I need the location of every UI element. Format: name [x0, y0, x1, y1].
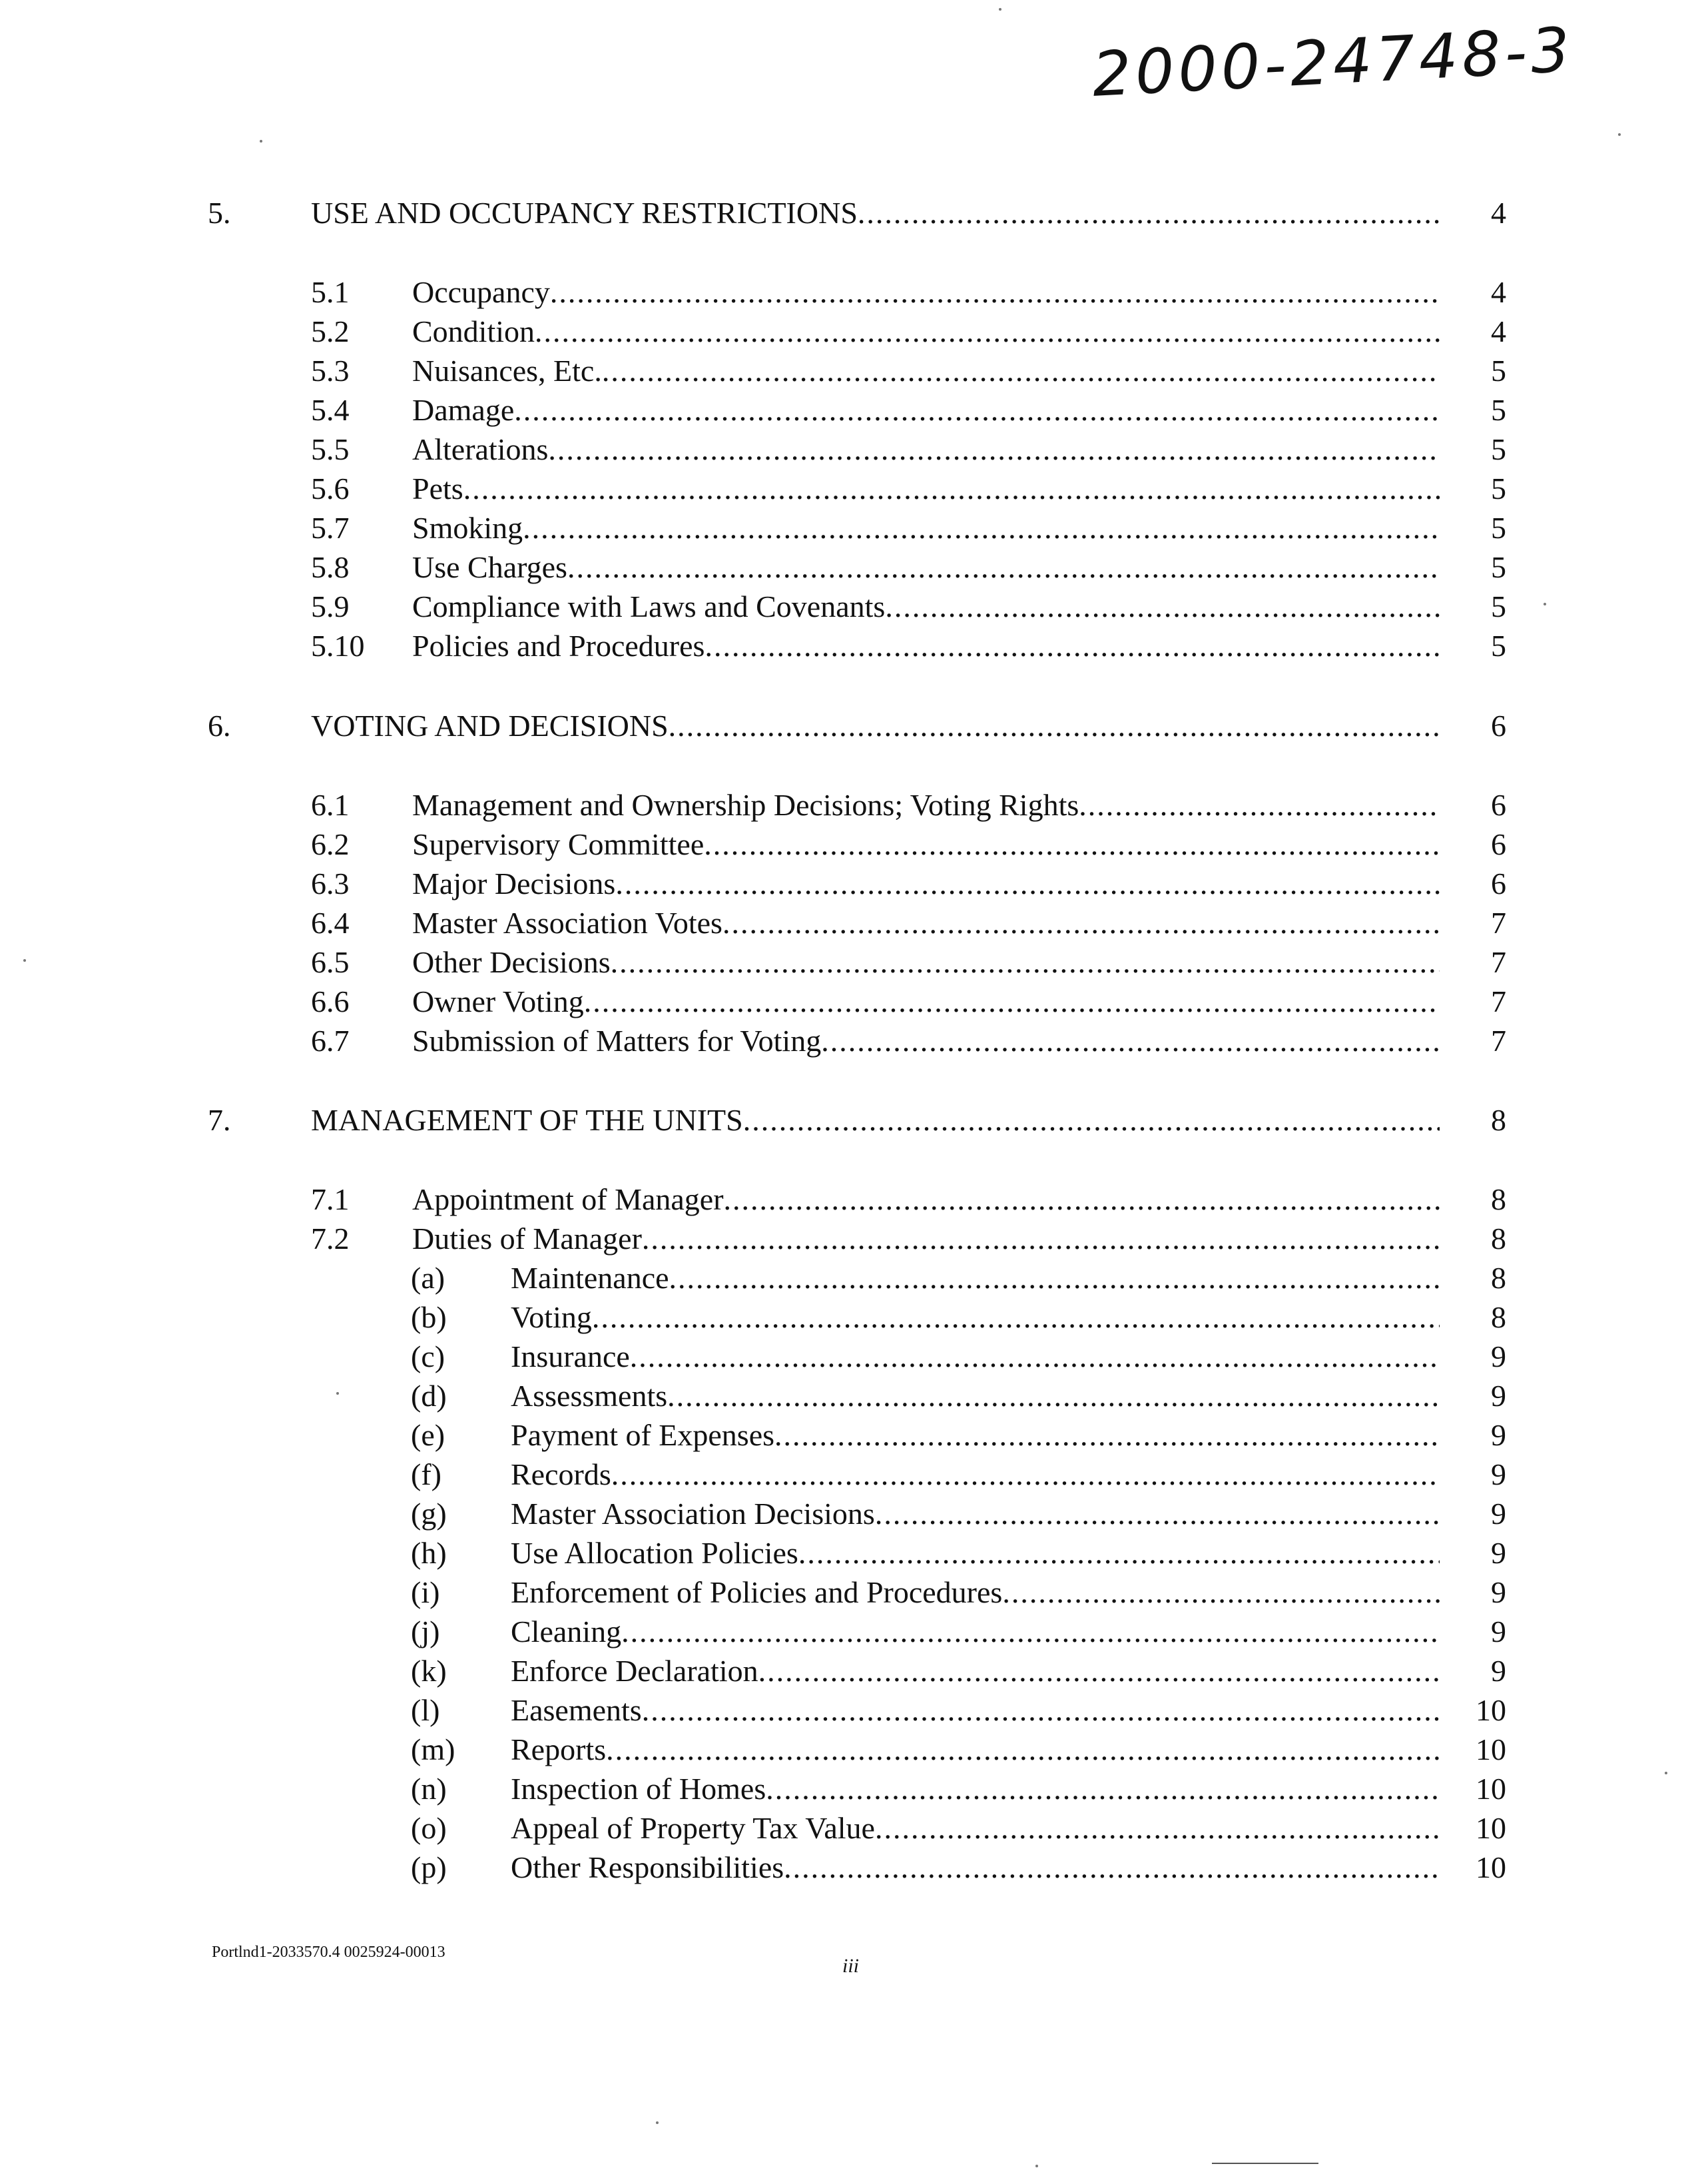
toc-section-title: USE AND OCCUPANCY RESTRICTIONS .....	[311, 193, 1440, 233]
toc-item-title: Master Association Votes .....	[412, 903, 1440, 943]
toc-subitem-title: Inspection of Homes .....	[511, 1769, 1440, 1809]
toc-subitem-title: Voting .....	[511, 1297, 1440, 1337]
toc-subitem-title: Enforcement of Policies and Procedures .....	[511, 1573, 1440, 1613]
toc-item-number: 5.10	[311, 629, 365, 663]
toc-item-5-4	[311, 390, 1506, 430]
toc-item-5-1	[311, 272, 1506, 312]
toc-page-number: 7	[1491, 906, 1506, 940]
toc-item-number: 6.2	[311, 827, 350, 861]
toc-subitem-k	[411, 1651, 1506, 1691]
toc-item-5-8	[311, 547, 1506, 587]
toc-page-number: 8	[1491, 1103, 1506, 1137]
toc-item-number: 7.2	[311, 1222, 350, 1256]
toc-subitem-title: Maintenance .....	[511, 1258, 1440, 1298]
toc-section-number: 6.	[208, 709, 231, 743]
toc-subitem-title: Appeal of Property Tax Value .....	[511, 1808, 1440, 1848]
footer-page-number: iii	[842, 1955, 860, 1977]
toc-item-number: 6.5	[311, 945, 350, 979]
toc-subitem-letter: (c)	[411, 1339, 445, 1373]
toc-item-6-2	[311, 825, 1506, 865]
toc-page-number: 9	[1491, 1615, 1506, 1648]
toc-item-number: 6.4	[311, 906, 350, 940]
toc-item-title: Nuisances, Etc. .....	[412, 351, 1440, 391]
toc-item-number: 5.1	[311, 275, 350, 309]
toc-page-number: 10	[1476, 1732, 1506, 1766]
scan-line-artifact	[1212, 2163, 1318, 2164]
scan-speck	[999, 8, 1001, 11]
toc-item-title: Pets .....	[412, 469, 1440, 509]
toc-subitem-g	[411, 1494, 1506, 1534]
toc-item-title: Owner Voting .....	[412, 982, 1440, 1022]
toc-subitem-title: Cleaning .....	[511, 1612, 1440, 1652]
scan-speck	[1544, 603, 1546, 605]
toc-page-number: 8	[1491, 1182, 1506, 1216]
toc-item-5-7	[311, 508, 1506, 548]
toc-subitem-n	[411, 1769, 1506, 1809]
toc-item-title: Use Charges .....	[412, 547, 1440, 587]
toc-subitem-d	[411, 1376, 1506, 1416]
scan-speck	[336, 1392, 339, 1395]
toc-page-number: 5	[1491, 393, 1506, 427]
toc-subitem-title: Records .....	[511, 1455, 1440, 1495]
toc-item-6-4	[311, 903, 1506, 943]
toc-subitem-title: Easements .....	[511, 1690, 1440, 1730]
toc-item-title: Submission of Matters for Voting .....	[412, 1021, 1440, 1061]
toc-subitem-letter: (b)	[411, 1300, 447, 1334]
toc-page-number: 7	[1491, 1024, 1506, 1058]
toc-subitem-letter: (m)	[411, 1732, 455, 1766]
toc-item-title: Supervisory Committee .....	[412, 825, 1440, 865]
toc-item-6-7	[311, 1021, 1506, 1061]
toc-page-number: 5	[1491, 629, 1506, 663]
toc-subitem-title: Assessments .....	[511, 1376, 1440, 1416]
toc-subitem-i	[411, 1573, 1506, 1613]
toc-item-number: 5.8	[311, 550, 350, 584]
toc-page-number: 9	[1491, 1339, 1506, 1373]
toc-subitem-letter: (i)	[411, 1575, 440, 1609]
toc-subitem-m	[411, 1730, 1506, 1770]
toc-item-title: Management and Ownership Decisions; Voting Rights .....	[412, 785, 1440, 825]
scan-speck	[260, 140, 262, 143]
toc-page-number: 6	[1491, 788, 1506, 822]
toc-item-number: 5.3	[311, 354, 350, 388]
toc-item-number: 6.7	[311, 1024, 350, 1058]
toc-section-title: VOTING AND DECISIONS .....	[311, 706, 1440, 746]
toc-item-7-1	[311, 1180, 1506, 1220]
toc-item-6-3	[311, 864, 1506, 904]
toc-item-number: 6.6	[311, 984, 350, 1018]
toc-subitem-j	[411, 1612, 1506, 1652]
toc-item-title: Appointment of Manager .....	[412, 1180, 1440, 1220]
toc-page-number: 5	[1491, 432, 1506, 466]
toc-page-number: 4	[1491, 196, 1506, 230]
toc-item-number: 7.1	[311, 1182, 350, 1216]
toc-subitem-letter: (a)	[411, 1261, 445, 1295]
toc-page-number: 9	[1491, 1654, 1506, 1688]
toc-page-number: 6	[1491, 867, 1506, 901]
toc-subitem-c	[411, 1337, 1506, 1377]
toc-subitem-title: Enforce Declaration .....	[511, 1651, 1440, 1691]
toc-item-5-5	[311, 430, 1506, 470]
toc-subitem-p	[411, 1848, 1506, 1888]
toc-item-title: Damage .....	[412, 390, 1440, 430]
toc-page-number: 10	[1476, 1772, 1506, 1806]
toc-subitem-letter: (k)	[411, 1654, 447, 1688]
toc-subitem-title: Use Allocation Policies .....	[511, 1533, 1440, 1573]
toc-item-5-2	[311, 312, 1506, 352]
toc-subitem-letter: (l)	[411, 1693, 440, 1727]
toc-item-number: 5.5	[311, 432, 350, 466]
toc-page-number: 5	[1491, 550, 1506, 584]
toc-item-number: 5.2	[311, 314, 350, 348]
footer-document-id: Portlnd1-2033570.4 0025924-00013	[212, 1944, 445, 1961]
toc-page-number: 9	[1491, 1497, 1506, 1531]
toc-item-number: 5.9	[311, 589, 350, 623]
toc-subitem-title: Other Responsibilities .....	[511, 1848, 1440, 1888]
toc-item-5-10	[311, 626, 1506, 666]
toc-section-6	[208, 706, 1506, 746]
toc-page-number: 4	[1491, 275, 1506, 309]
toc-page-number: 8	[1491, 1261, 1506, 1295]
toc-page-number: 9	[1491, 1457, 1506, 1491]
toc-subitem-o	[411, 1808, 1506, 1848]
toc-item-6-1	[311, 785, 1506, 825]
toc-subitem-h	[411, 1533, 1506, 1573]
scan-speck	[23, 959, 26, 962]
toc-page-number: 10	[1476, 1850, 1506, 1884]
handwritten-file-number: 2000-24748-3	[1090, 14, 1576, 111]
toc-item-number: 6.3	[311, 867, 350, 901]
scan-speck	[1665, 1772, 1667, 1774]
toc-item-title: Condition .....	[412, 312, 1440, 352]
toc-page-number: 5	[1491, 354, 1506, 388]
toc-subitem-letter: (g)	[411, 1497, 447, 1531]
toc-page-number: 9	[1491, 1379, 1506, 1413]
toc-page-number: 10	[1476, 1693, 1506, 1727]
toc-subitem-title: Master Association Decisions .....	[511, 1494, 1440, 1534]
toc-item-6-6	[311, 982, 1506, 1022]
toc-item-title: Compliance with Laws and Covenants .....	[412, 587, 1440, 627]
toc-page-number: 6	[1491, 709, 1506, 743]
toc-page-number: 10	[1476, 1811, 1506, 1845]
toc-item-title: Duties of Manager .....	[412, 1219, 1440, 1259]
toc-item-number: 5.4	[311, 393, 350, 427]
scan-speck	[656, 2121, 659, 2124]
toc-subitem-letter: (n)	[411, 1772, 447, 1806]
scan-speck	[1618, 133, 1621, 136]
toc-page-number: 9	[1491, 1418, 1506, 1452]
toc-subitem-e	[411, 1415, 1506, 1455]
toc-subitem-f	[411, 1455, 1506, 1495]
toc-section-number: 7.	[208, 1103, 231, 1137]
toc-page-number: 5	[1491, 511, 1506, 545]
toc-item-number: 6.1	[311, 788, 350, 822]
toc-subitem-a	[411, 1258, 1506, 1298]
toc-page-number: 9	[1491, 1536, 1506, 1570]
toc-subitem-l	[411, 1690, 1506, 1730]
toc-page-number: 5	[1491, 589, 1506, 623]
toc-page-number: 6	[1491, 827, 1506, 861]
toc-subitem-letter: (p)	[411, 1850, 447, 1884]
toc-subitem-letter: (f)	[411, 1457, 441, 1491]
scan-speck	[1035, 2165, 1038, 2167]
toc-subitem-letter: (h)	[411, 1536, 447, 1570]
toc-subitem-letter: (j)	[411, 1615, 440, 1648]
toc-item-title: Other Decisions .....	[412, 942, 1440, 982]
toc-subitem-title: Reports .....	[511, 1730, 1440, 1770]
toc-item-5-9	[311, 587, 1506, 627]
toc-item-6-5	[311, 942, 1506, 982]
toc-subitem-letter: (d)	[411, 1379, 447, 1413]
toc-subitem-title: Payment of Expenses .....	[511, 1415, 1440, 1455]
toc-subitem-b	[411, 1297, 1506, 1337]
toc-page-number: 8	[1491, 1222, 1506, 1256]
toc-item-title: Policies and Procedures .....	[412, 626, 1440, 666]
toc-page-number: 7	[1491, 984, 1506, 1018]
toc-section-5	[208, 193, 1506, 233]
toc-item-title: Occupancy .....	[412, 272, 1440, 312]
toc-subitem-letter: (o)	[411, 1811, 447, 1845]
toc-page-number: 7	[1491, 945, 1506, 979]
toc-page-number: 8	[1491, 1300, 1506, 1334]
toc-section-title: MANAGEMENT OF THE UNITS .....	[311, 1100, 1440, 1140]
toc-item-5-3	[311, 351, 1506, 391]
toc-item-number: 5.7	[311, 511, 350, 545]
toc-item-title: Major Decisions .....	[412, 864, 1440, 904]
toc-item-5-6	[311, 469, 1506, 509]
toc-page-number: 5	[1491, 472, 1506, 506]
toc-page-number: 9	[1491, 1575, 1506, 1609]
toc-item-title: Alterations .....	[412, 430, 1440, 470]
toc-item-title: Smoking .....	[412, 508, 1440, 548]
toc-subitem-title: Insurance .....	[511, 1337, 1440, 1377]
toc-item-number: 5.6	[311, 472, 350, 506]
toc-subitem-letter: (e)	[411, 1418, 445, 1452]
toc-item-7-2	[311, 1219, 1506, 1259]
toc-section-7	[208, 1100, 1506, 1140]
toc-section-number: 5.	[208, 196, 231, 230]
toc-page-number: 4	[1491, 314, 1506, 348]
